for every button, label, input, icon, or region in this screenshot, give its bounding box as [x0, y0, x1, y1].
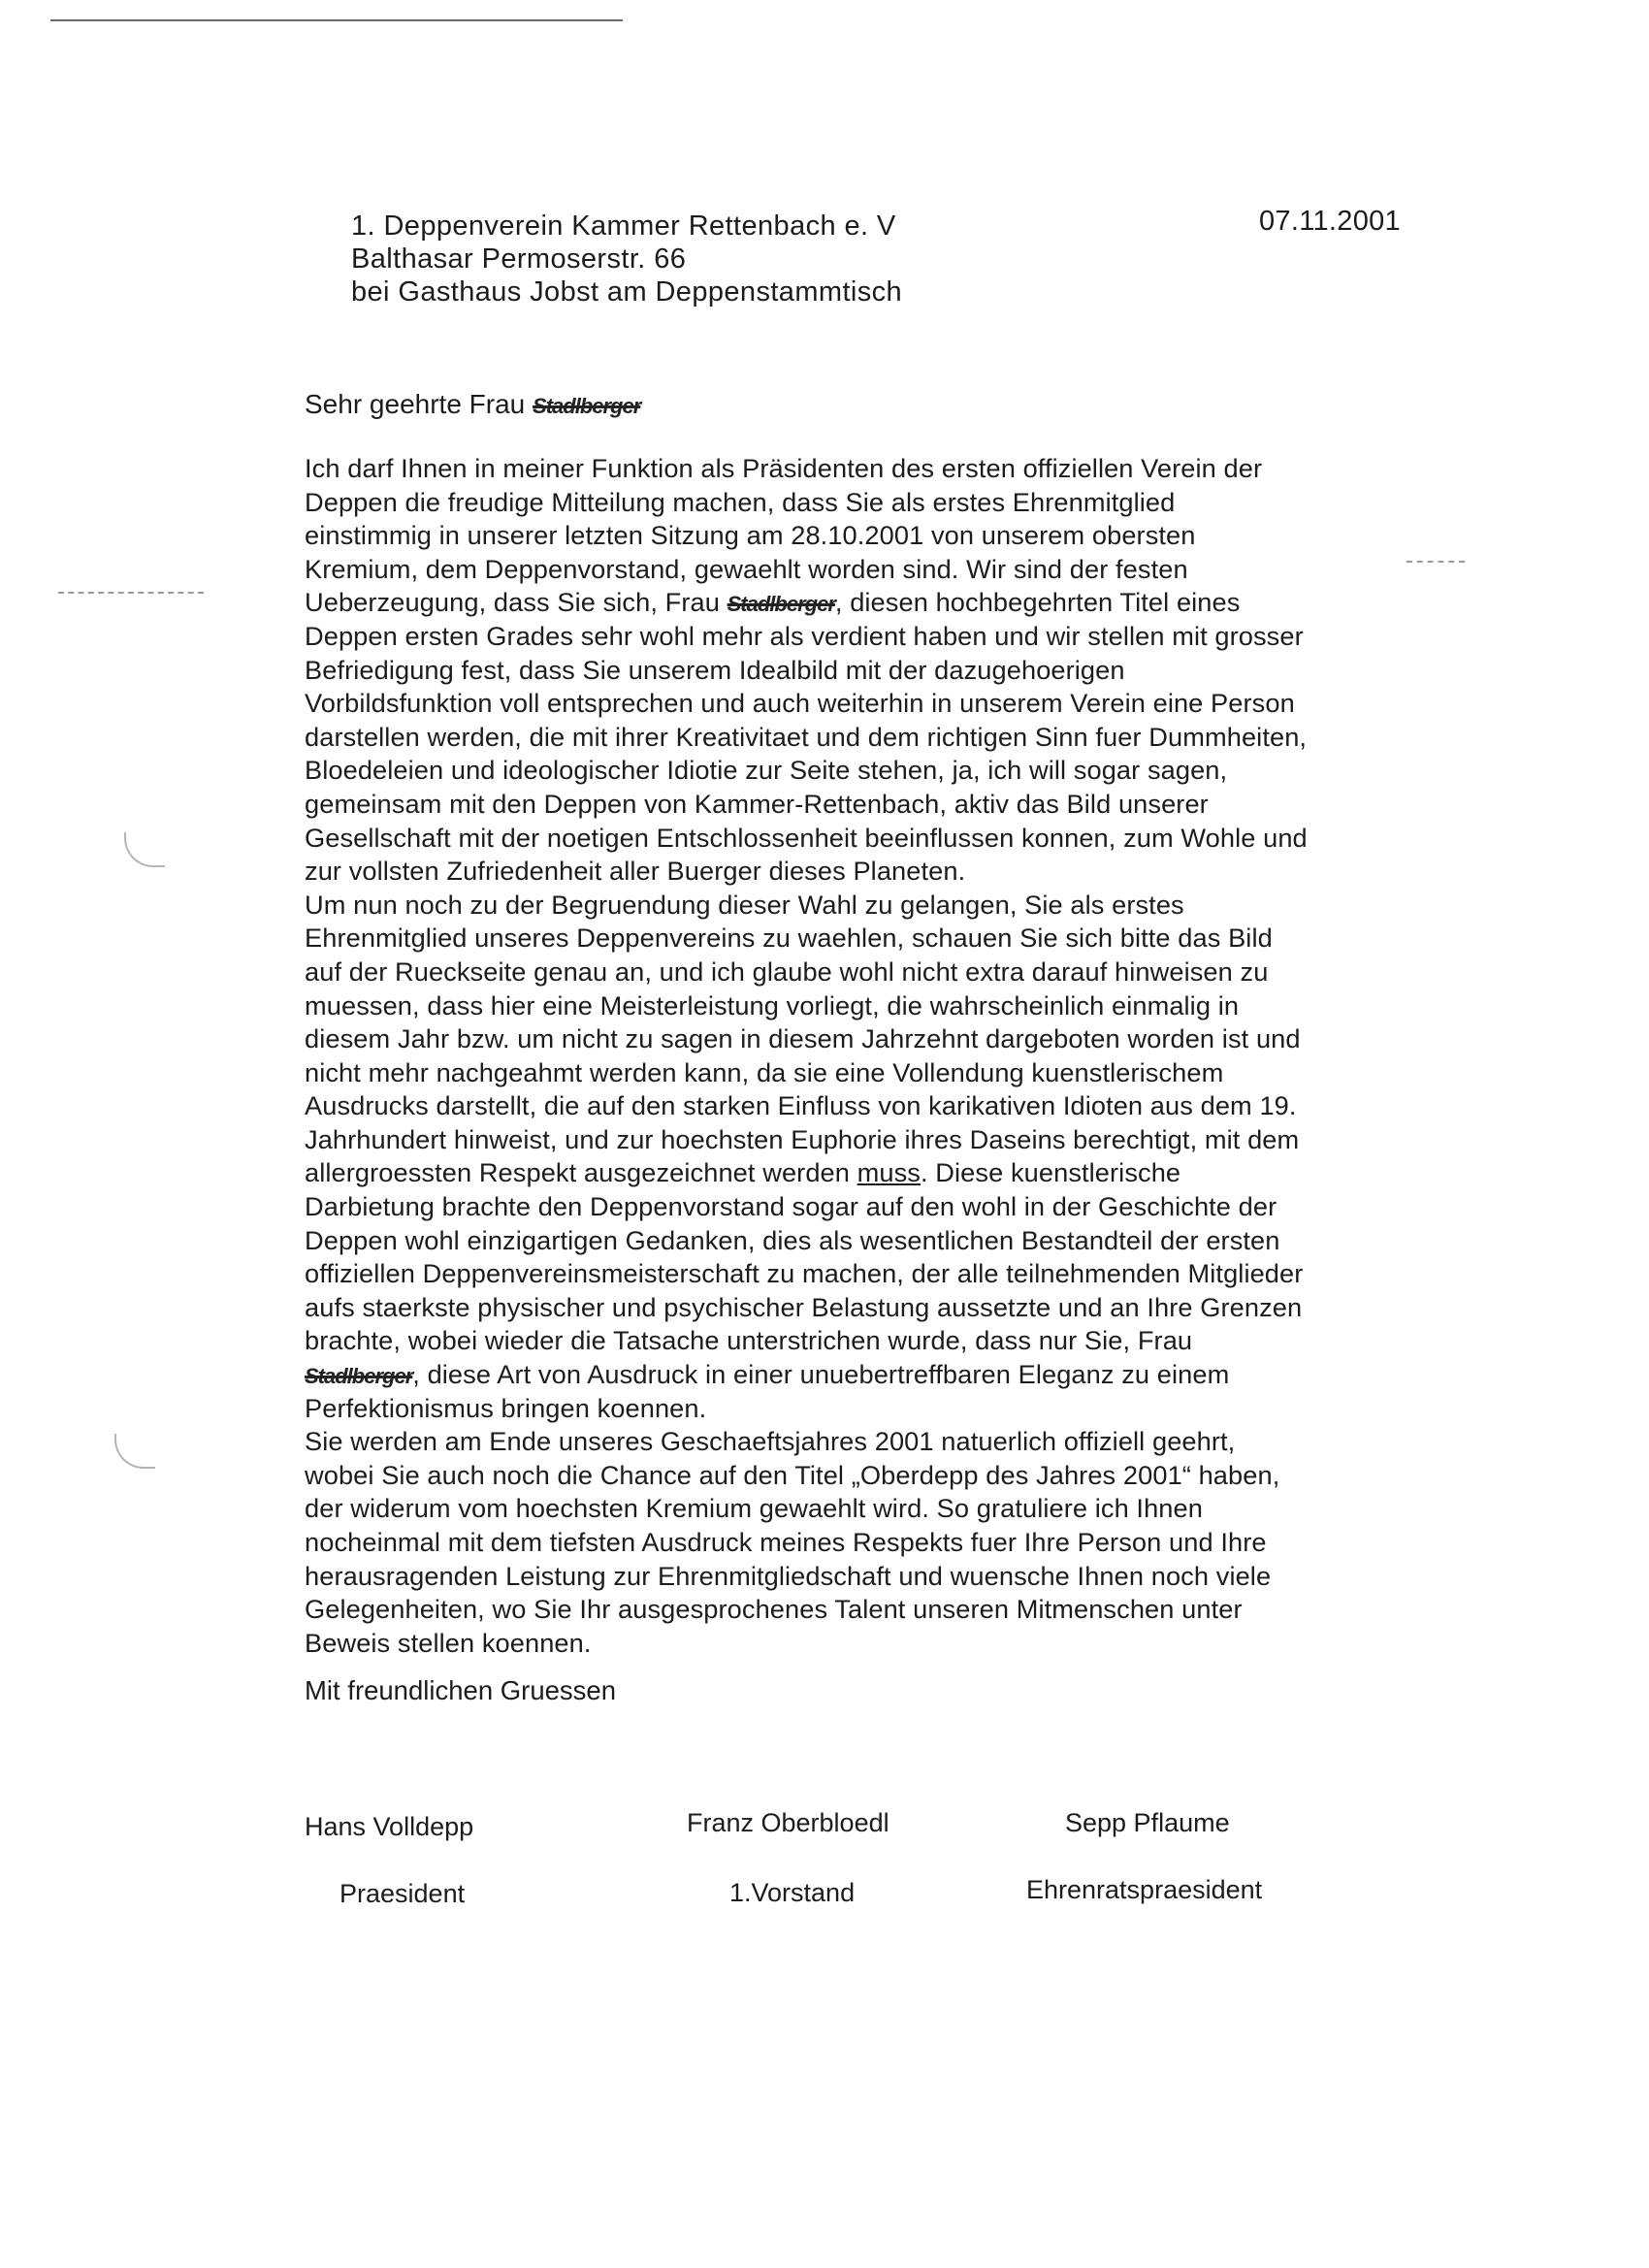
body-line: Um nun noch zu der Begruendung dieser Wahl zu gelangen, Sie als erstes [305, 889, 1184, 920]
signatory-role: 1.Vorstand [729, 1878, 856, 1907]
body-line: Vorbildsfunktion voll entsprechen und auch weiterhin in unserem Verein eine Person [305, 688, 1295, 719]
body-line: Darbietung brachte den Deppenvorstand sogar auf den wohl in der Geschichte der [305, 1191, 1277, 1222]
body-line: diesem Jahr bzw. um nicht zu sagen in diesem Jahrzehnt dargeboten worden ist und [305, 1023, 1301, 1054]
body-line: Jahrhundert hinweist, und zur hoechsten Euphorie ihres Daseins berechtigt, mit dem [305, 1123, 1300, 1154]
body-line-segment: , diese Art von Ausdruck in einer unuebertreffbaren Eleganz zu einem [412, 1359, 1230, 1390]
body-line [305, 586, 1430, 620]
body-line: nocheinmal mit dem tiefsten Ausdruck meines Respekts fuer Ihre Person und Ihre [305, 1527, 1267, 1557]
body-line: auf der Rueckseite genau an, und ich glaube wohl nicht extra darauf hinweisen zu [305, 956, 1269, 987]
body-line: Deppen die freudige Mitteilung machen, dass Sie als erstes Ehrenmitglied [305, 486, 1176, 517]
signatory-name: Sepp Pflaume [1065, 1808, 1230, 1837]
body-line-segment: . Diese kuenstlerische [921, 1157, 1181, 1188]
letterhead-org-name: 1. Deppenverein Kammer Rettenbach e. V [351, 211, 896, 242]
body-line: Deppen wohl einzigartigen Gedanken, dies als wesentlichen Bestandteil der ersten [305, 1224, 1280, 1255]
body-line: Perfektionismus bringen koennen. [305, 1392, 707, 1423]
body-line: Beweis stellen koennen. [305, 1627, 592, 1658]
body-line: Befriedigung fest, dass Sie unserem Idealbild mit der dazugehoerigen [305, 654, 1125, 685]
signatory-name: Franz Oberbloedl [687, 1808, 889, 1837]
letter-date: 07.11.2001 [1259, 206, 1401, 237]
salutation [305, 389, 640, 420]
top-scan-rule [50, 19, 623, 21]
letterhead [351, 210, 902, 308]
body-line: der widerum vom hoechsten Kremium gewaehlt wird. So gratuliere ich Ihnen [305, 1493, 1203, 1524]
body-line: Bloedeleien und ideologischer Idiotie zur Seite stehen, ja, ich will sogar sagen, [305, 755, 1228, 786]
punch-hole-mark [124, 832, 165, 867]
salutation-text: Sehr geehrte Frau [305, 389, 526, 419]
signatory-role: Ehrenratspraesident [1026, 1875, 1263, 1904]
redacted-name: Stadlberger [727, 592, 835, 617]
letterhead-location: bei Gasthaus Jobst am Deppenstammtisch [351, 276, 903, 308]
body-line: Gelegenheiten, wo Sie Ihr ausgesprochenes Talent unseren Mitmenschen unter [305, 1594, 1243, 1625]
body-line: Ehrenmitglied unseres Deppenvereins zu waehlen, schauen Sie sich bitte das Bild [305, 923, 1273, 954]
body-line: zur vollsten Zufriedenheit aller Buerger dieses Planeten. [305, 856, 966, 887]
body-line: aufs staerkste physischer und psychischer Belastung aussetzte und an Ihre Grenzen [305, 1291, 1303, 1322]
closing: Mit freundlichen Gruessen [305, 1675, 616, 1705]
body-line: Deppen ersten Grades sehr wohl mehr als verdient haben und wir stellen mit grosser [305, 620, 1304, 651]
underlined-word: muss [857, 1157, 921, 1188]
body-line-segment: allergroessten Respekt ausgezeichnet werden [305, 1157, 850, 1188]
body-line: Gesellschaft mit der noetigen Entschlossenheit beeinflussen konnen, zum Wohle und [305, 822, 1308, 853]
body-line: Ich darf Ihnen in meiner Funktion als Präsidenten des ersten offiziellen Verein der [305, 453, 1263, 483]
body-line: gemeinsam mit den Deppen von Kammer-Rettenbach, aktiv das Bild unserer [305, 788, 1209, 819]
body-line: wobei Sie auch noch die Chance auf den Titel „Oberdepp des Jahres 2001“ haben, [305, 1459, 1280, 1490]
body-line: Sie werden am Ende unseres Geschaeftsjahres 2001 natuerlich offiziell geehrt, [305, 1426, 1236, 1457]
body-line: Ausdrucks darstellt, die auf den starken Einfluss von karikativen Idioten aus dem 19. [305, 1090, 1297, 1121]
punch-hole-mark [114, 1434, 155, 1469]
signatory-role: Praesident [340, 1879, 466, 1908]
body-line [305, 1156, 1430, 1190]
body-line: brachte, wobei wieder die Tatsache unterstrichen wurde, dass nur Sie, Frau [305, 1325, 1193, 1356]
body-line: einstimmig in unserer letzten Sitzung am 28.10.2001 von unserem obersten [305, 520, 1196, 551]
redacted-name: Stadlberger [305, 1364, 413, 1389]
signatory-name: Hans Volldepp [305, 1812, 474, 1841]
body-line: offiziellen Deppenvereinsmeisterschaft zu machen, der alle teilnehmenden Mitglieder [305, 1258, 1304, 1289]
body-line: herausragenden Leistung zur Ehrenmitgliedschaft und wuensche Ihnen noch viele [305, 1560, 1272, 1591]
body-line-segment: , diesen hochbegehrten Titel eines [834, 587, 1241, 618]
scan-mark-left [58, 592, 204, 594]
body-line: darstellen werden, die mit ihrer Kreativitaet und dem richtigen Sinn fuer Dummheiten, [305, 721, 1308, 752]
redacted-name: Stadlberger [533, 394, 641, 418]
letterhead-street: Balthasar Permoserstr. 66 [351, 243, 687, 275]
body-line: Kremium, dem Deppenvorstand, gewaehlt worden sind. Wir sind der festen [305, 553, 1188, 584]
body-line: nicht mehr nachgeahmt werden kann, da sie eine Vollendung kuenstlerischem [305, 1056, 1224, 1087]
letter-body [305, 452, 1430, 1660]
body-line [305, 1358, 1430, 1392]
body-line-segment: Ueberzeugung, dass Sie sich, Frau [305, 587, 720, 618]
body-line: muessen, dass hier eine Meisterleistung vorliegt, die wahrscheinlich einmalig in [305, 989, 1240, 1021]
